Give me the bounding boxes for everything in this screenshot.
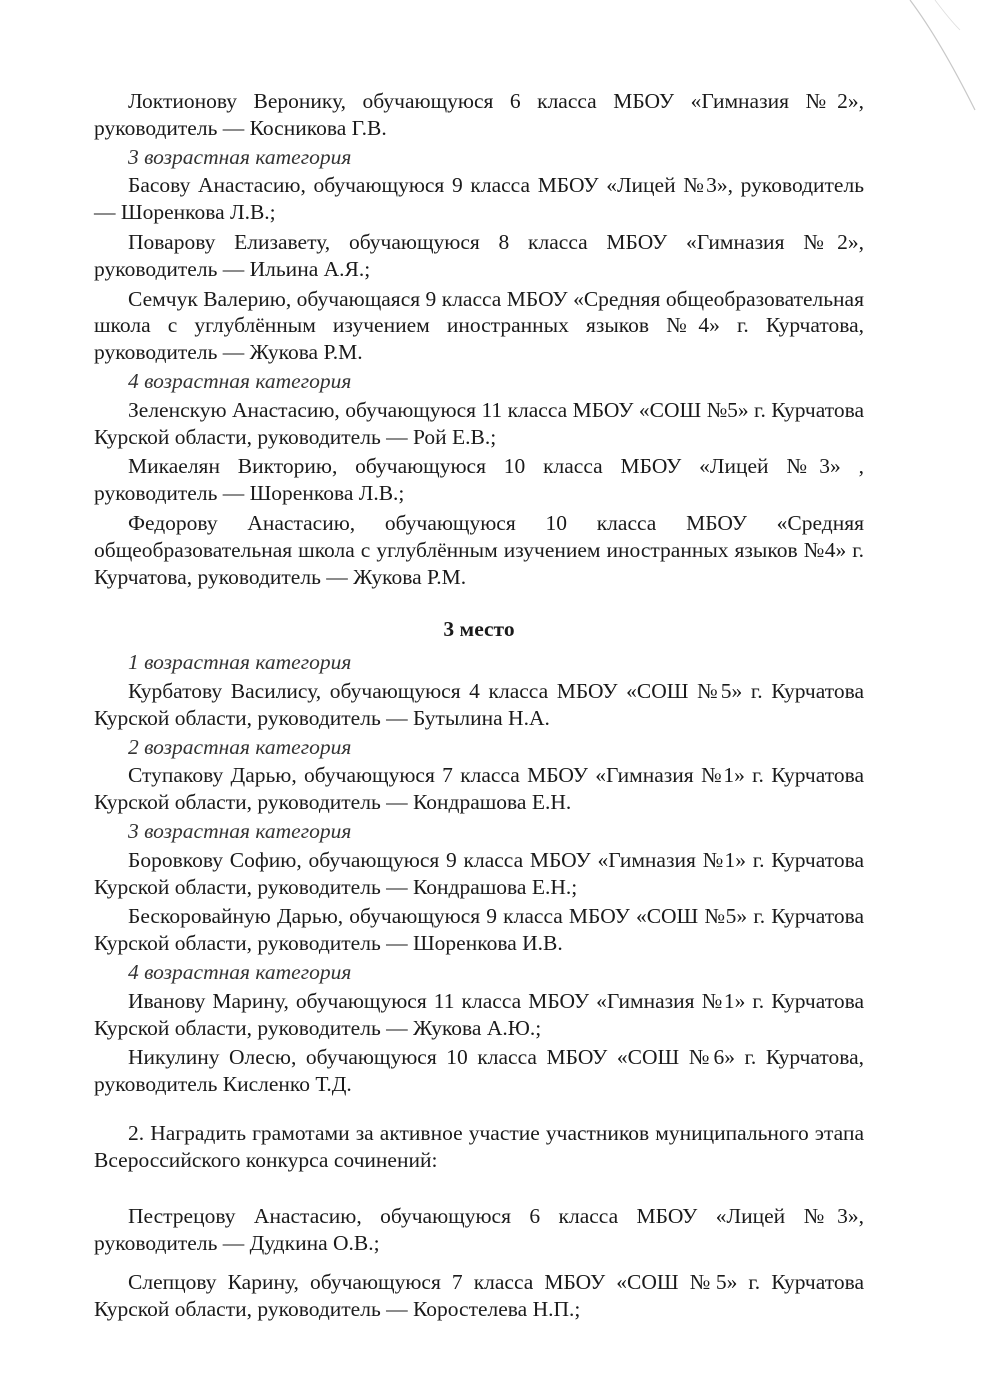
- award-entry: Никулину Олесю, обучающуюся 10 класса МБОУ «СОШ №6» г. Курчатова, руководитель Кисленко Т.Д.: [94, 1045, 864, 1097]
- award-entry: Ступакову Дарью, обучающуюся 7 класса МБОУ «Гимназия №1» г. Курчатова Курской области, руководитель — Кондрашова Е.Н.: [94, 763, 864, 815]
- age-category-label: 4 возрастная категория: [128, 368, 352, 393]
- resolution-item: 2. Наградить грамотами за активное участие участников муниципального этапа Всероссийского конкурса сочинений:: [94, 1120, 864, 1172]
- place-heading: 3 место: [443, 617, 515, 642]
- award-entry: Слепцову Карину, обучающуюся 7 класса МБОУ «СОШ №5» г. Курчатова Курской области, руководитель — Коростелева Н.П.;: [94, 1270, 864, 1321]
- award-entry: Семчук Валерию, обучающаяся 9 класса МБОУ «Средняя общеобразовательная школа с углублённым изучением иностранных языков №4» г. Курчатова, руководитель — Жукова Р.М.: [94, 286, 864, 365]
- award-entry: Пестрецову Анастасию, обучающуюся 6 класса МБОУ «Лицей №3», руководитель — Дудкина О.В.;: [94, 1204, 864, 1256]
- award-entry: Боровкову Софию, обучающуюся 9 класса МБОУ «Гимназия №1» г. Курчатова Курской области, руководитель — Кондрашова Е.Н.;: [94, 847, 864, 899]
- age-category-label: 3 возрастная категория: [128, 144, 352, 169]
- award-entry: Зеленскую Анастасию, обучающуюся 11 класса МБОУ «СОШ №5» г. Курчатова Курской области, руководитель — Рой Е.В.;: [94, 397, 864, 449]
- award-entry: Поварову Елизавету, обучающуюся 8 класса МБОУ «Гимназия №2», руководитель — Ильина А.Я.;: [94, 229, 864, 281]
- age-category-label: 1 возрастная категория: [128, 650, 352, 675]
- age-category-label: 4 возрастная категория: [128, 959, 352, 984]
- award-entry: Локтионову Веронику, обучающуюся 6 класса МБОУ «Гимназия №2», руководитель — Косникова Г.В.: [94, 89, 864, 140]
- award-entry: Микаелян Викторию, обучающуюся 10 класса МБОУ «Лицей №3» , руководитель — Шоренкова Л.В.;: [94, 454, 864, 506]
- age-category-label: 2 возрастная категория: [128, 734, 352, 759]
- award-entry: Федорову Анастасию, обучающуюся 10 класса МБОУ «Средняя общеобразовательная школа с углублённым изучением иностранных языков №4» г. Курчатова, руководитель — Жукова Р.М.: [94, 510, 864, 589]
- scan-artifact-line: [880, 0, 1000, 120]
- award-entry: Иванову Марину, обучающуюся 11 класса МБОУ «Гимназия №1» г. Курчатова Курской области, руководитель — Жукова А.Ю.;: [94, 988, 864, 1040]
- award-entry: Басову Анастасию, обучающуюся 9 класса МБОУ «Лицей №3», руководитель — Шоренкова Л.В.;: [94, 173, 864, 225]
- age-category-label: 3 возрастная категория: [128, 818, 352, 843]
- document-body: [94, 88, 864, 1323]
- award-entry: Бескоровайную Дарью, обучающуюся 9 класса МБОУ «СОШ №5» г. Курчатова Курской области, руководитель — Шоренкова И.В.: [94, 904, 864, 956]
- award-entry: Курбатову Василису, обучающуюся 4 класса МБОУ «СОШ №5» г. Курчатова Курской области, руководитель — Бутылина Н.А.: [94, 678, 864, 730]
